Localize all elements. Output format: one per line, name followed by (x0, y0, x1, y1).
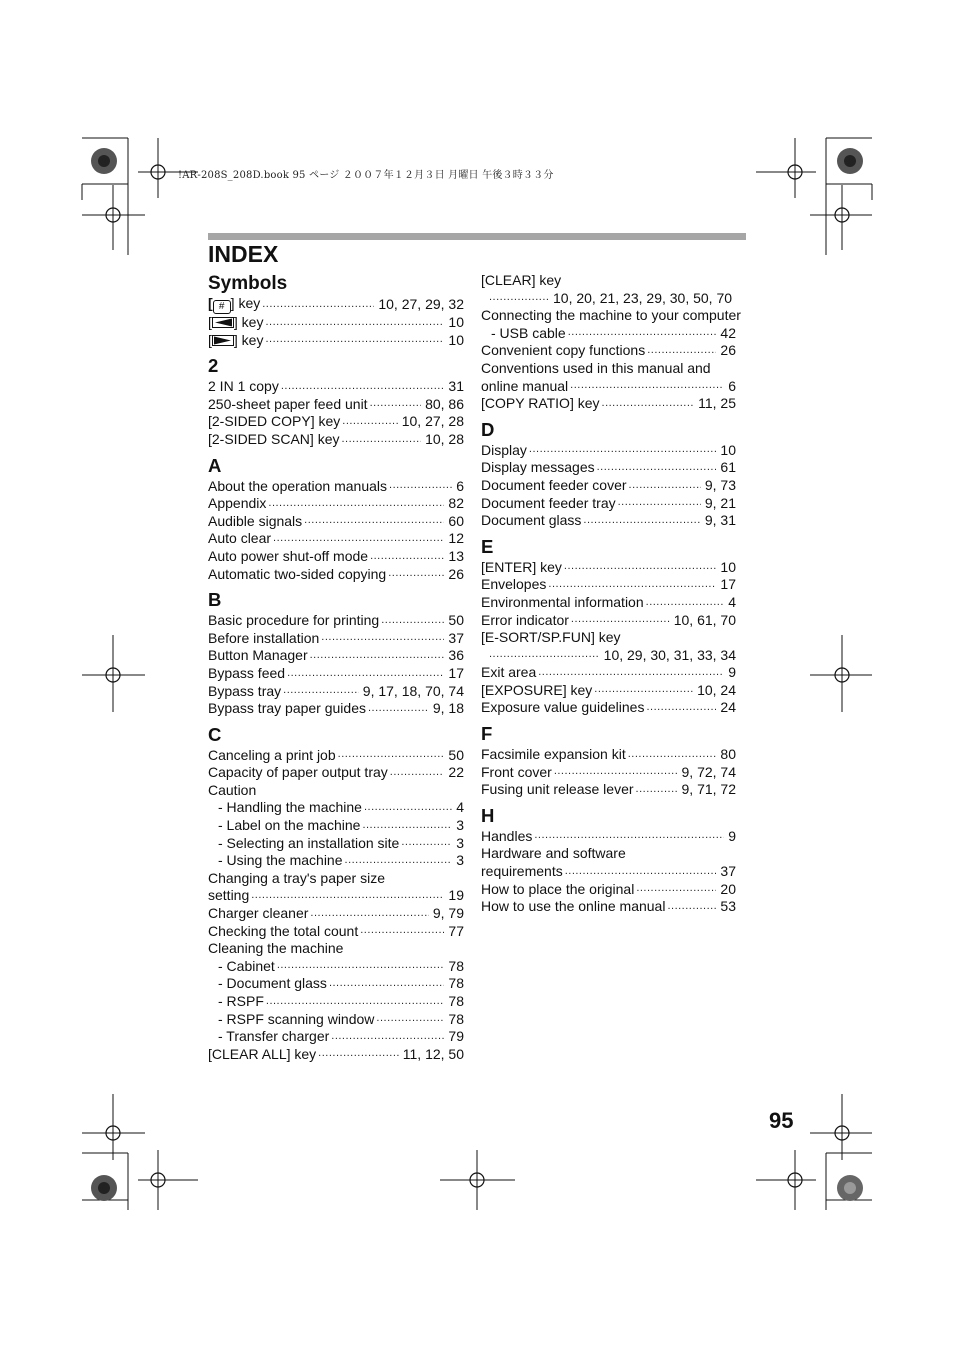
left-column (208, 272, 464, 1063)
index-entry: [ ] key ..... 10 (208, 314, 464, 332)
section-heading: C (208, 723, 222, 745)
section-heading: D (481, 418, 495, 440)
index-subentry: - Using the machine ..... 3 (208, 852, 464, 870)
index-entry: 250-sheet paper feed unit ..... 80, 86 (208, 396, 464, 414)
index-entry: Cleaning the machine (208, 940, 344, 957)
index-entry: Document feeder tray ..... 9, 21 (481, 495, 746, 513)
left-arrow-key-icon (212, 317, 234, 328)
index-entry: Facsimile expansion kit ..... 80 (481, 746, 746, 764)
index-entry: [CLEAR] key (481, 272, 562, 288)
index-subentry: - RSPF scanning window ..... 78 (208, 1011, 464, 1029)
index-entry: Display ..... 10 (481, 442, 746, 460)
index-entry: [2-SIDED SCAN] key ..... 10, 28 (208, 431, 464, 449)
index-entry: Changing a tray's paper size (208, 869, 385, 886)
index-entry: [ # ] key ..... 10, 27, 29, 32 (208, 295, 464, 314)
index-entry: Environmental information ..... 4 (481, 594, 746, 612)
index-entry: Basic procedure for printing ..... 50 (208, 612, 464, 630)
title-rule (208, 233, 746, 240)
index-entry: Connecting the machine to your computer (481, 307, 741, 324)
hash-key-icon: # (213, 300, 231, 314)
index-subentry: - Transfer charger ..... 79 (208, 1028, 464, 1046)
right-arrow-key-icon (212, 335, 234, 346)
index-entry: Hardware and software (481, 845, 626, 862)
index-entry: Automatic two-sided copying ..... 26 (208, 566, 464, 584)
index-entry: About the operation manuals ..... 6 (208, 478, 464, 496)
index-entry: [2-SIDED COPY] key ..... 10, 27, 28 (208, 413, 464, 431)
index-entry: Exit area ..... 9 (481, 664, 746, 682)
index-entry: Audible signals ..... 60 (208, 513, 464, 531)
page-number: 95 (769, 1108, 794, 1133)
section-heading: B (208, 589, 222, 611)
index-entry: Canceling a print job ..... 50 (208, 747, 464, 765)
index-entry: Capacity of paper output tray ..... 22 (208, 764, 464, 782)
index-entry: Envelopes ..... 17 (481, 576, 746, 594)
index-subentry: - Label on the machine ..... 3 (208, 817, 464, 835)
index-entry: online manual ..... 6 (481, 378, 746, 396)
index-subentry: - USB cable ..... 42 (481, 325, 746, 343)
index-entry: [EXPOSURE] key ..... 10, 24 (481, 682, 746, 700)
index-entry: setting ..... 19 (208, 887, 464, 905)
index-subentry: - RSPF ..... 78 (208, 993, 464, 1011)
index-entry: Front cover ..... 9, 72, 74 (481, 764, 746, 782)
index-entry: Fusing unit release lever ..... 9, 71, 72 (481, 781, 746, 799)
right-column (481, 272, 746, 916)
index-entry: Document glass ..... 9, 31 (481, 512, 746, 530)
index-entry: Auto power shut-off mode ..... 13 (208, 548, 464, 566)
section-heading: A (208, 454, 222, 476)
index-subentry: - Handling the machine ..... 4 (208, 799, 464, 817)
index-entry: Bypass tray ..... 9, 17, 18, 70, 74 (208, 683, 464, 701)
index-entry: Caution (208, 781, 257, 798)
index-entry: Charger cleaner ..... 9, 79 (208, 905, 464, 923)
section-heading: E (481, 535, 494, 557)
index-entry: Error indicator ..... 10, 61, 70 (481, 612, 746, 630)
index-entry: Conventions used in this manual and (481, 359, 711, 376)
section-heading: 2 (208, 355, 219, 377)
index-entry: ..... 10, 20, 21, 23, 29, 30, 50, 70 (481, 290, 746, 308)
index-entry: Before installation ..... 37 (208, 630, 464, 648)
print-header: !AR-208S_208D.book 95 ページ ２００７年１２月３日 月曜日 午後３時３３分 (178, 170, 554, 181)
index-entry: Convenient copy functions ..... 26 (481, 342, 746, 360)
index-entry: Display messages ..... 61 (481, 459, 746, 477)
index-entry: [ENTER] key ..... 10 (481, 559, 746, 577)
index-entry: [COPY RATIO] key ..... 11, 25 (481, 395, 746, 413)
section-heading: F (481, 723, 493, 745)
index-entry: How to use the online manual ..... 53 (481, 898, 746, 916)
section-heading: H (481, 804, 495, 826)
index-entry: [E-SORT/SP.FUN] key (481, 629, 621, 646)
index-entry: How to place the original ..... 20 (481, 881, 746, 899)
index-entry: Checking the total count ..... 77 (208, 923, 464, 941)
index-entry: Button Manager ..... 36 (208, 647, 464, 665)
index-entry: requirements ..... 37 (481, 863, 746, 881)
index-entry: 2 IN 1 copy ..... 31 (208, 378, 464, 396)
index-entry: [CLEAR ALL] key ..... 11, 12, 50 (208, 1046, 464, 1064)
index-entry: Handles ..... 9 (481, 828, 746, 846)
index-entry: Appendix ..... 82 (208, 495, 464, 513)
index-entry: ..... 10, 29, 30, 31, 33, 34 (481, 647, 746, 665)
index-entry: Auto clear ..... 12 (208, 530, 464, 548)
index-subentry: - Cabinet ..... 78 (208, 958, 464, 976)
index-entry: Bypass feed ..... 17 (208, 665, 464, 683)
index-entry: Document feeder cover ..... 9, 73 (481, 477, 746, 495)
index-subentry: - Document glass ..... 78 (208, 975, 464, 993)
index-entry: Exposure value guidelines ..... 24 (481, 699, 746, 717)
index-subentry: - Selecting an installation site ..... 3 (208, 835, 464, 853)
section-heading: Symbols (208, 273, 288, 294)
page-title: INDEX (208, 241, 279, 267)
index-entry: Bypass tray paper guides ..... 9, 18 (208, 700, 464, 718)
index-entry: [ ] key ..... 10 (208, 332, 464, 350)
